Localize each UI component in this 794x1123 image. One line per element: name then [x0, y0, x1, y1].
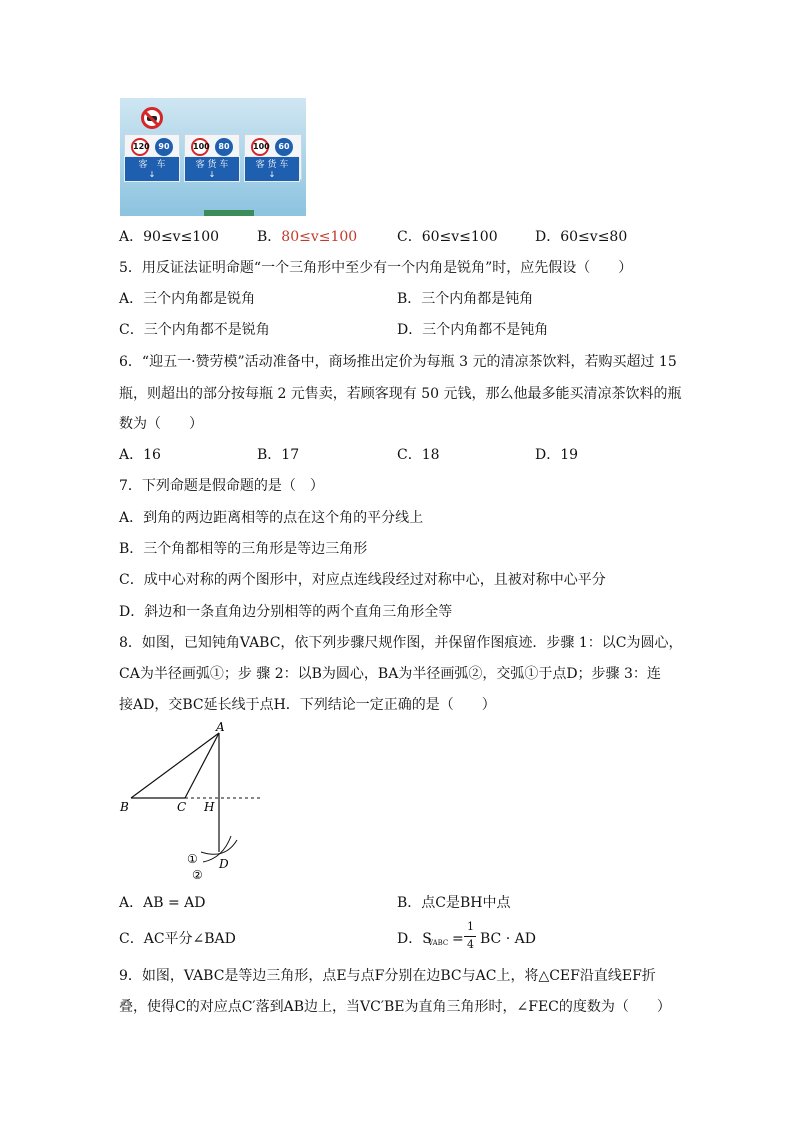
q7-option-d: D．斜边和一条直角边分别相等的两个直角三角形全等 — [119, 604, 453, 620]
q6-option-c: C．18 — [397, 447, 440, 463]
q6-stem-line3: 数为（ ） — [119, 416, 203, 432]
q4-option-d: D．60≤v≤80 — [535, 229, 628, 245]
speed-limit-sign: 100 — [191, 138, 209, 156]
q6-stem-line2: 瓶，则超出的部分按每瓶 2 元售卖，若顾客现有 50 元钱，那么他最多能买清凉茶饮料的瓶 — [119, 386, 682, 402]
area-subscript: VABC — [428, 939, 449, 947]
plate-label: 客 货 车 — [255, 160, 289, 170]
q5-option-d: D．三个内角都不是钝角 — [397, 322, 549, 338]
plate-label: 客 车 — [138, 160, 166, 170]
q8-option-c: C．AC平分∠BAD — [119, 931, 236, 947]
product-expression: BC · AD — [480, 931, 536, 947]
q9-stem-line2: 叠，使得C的对应点C′落到AB边上，当VC′BE为直角三角形时，∠FEC的度数为（ ） — [119, 999, 671, 1015]
down-arrow-icon: ↓ — [268, 170, 276, 179]
plate-label: 客 货 车 — [195, 160, 229, 170]
label-d: D — [219, 857, 229, 871]
q6-option-a: A．16 — [119, 447, 161, 463]
q5-stem: 5．用反证法证明命题“一个三角形中至少有一个内角是锐角”时，应先假设（ ） — [119, 260, 633, 276]
q7-option-a: A．到角的两边距离相等的点在这个角的平分线上 — [119, 510, 424, 526]
min-speed-sign: 60 — [275, 138, 293, 156]
area-symbol: D．S — [397, 931, 432, 947]
vehicle-plate — [244, 156, 300, 182]
label-a: A — [216, 720, 225, 734]
arc-label-1: ① — [187, 852, 198, 866]
q8-option-a: A．AB = AD — [119, 895, 206, 911]
label-c: C — [177, 800, 187, 814]
label-b: B — [120, 800, 129, 814]
q7-option-b: B．三个角都相等的三角形是等边三角形 — [119, 541, 368, 557]
q5-option-a: A．三个内角都是锐角 — [119, 291, 256, 307]
speed-limit-sign: 120 — [131, 138, 149, 156]
equals-sign: = — [452, 931, 464, 947]
label-h: H — [204, 800, 215, 814]
q9-stem-line1: 9．如图，VABC是等边三角形，点E与点F分别在边BC与AC上，将△CEF沿直线EF折 — [119, 968, 656, 984]
fraction-numerator: 1 — [467, 920, 474, 933]
q4-option-c: C．60≤v≤100 — [397, 229, 498, 245]
road-sign-photo — [120, 98, 306, 216]
q8-stem-line2: CA为半径画弧①；步 骤 2：以B为圆心，BA为半径画弧②，交弧①于点D；步骤 3：连 — [119, 666, 661, 682]
q6-stem-line1: 6．“迎五一·赞劳模”活动准备中，商场推出定价为每瓶 3 元的清凉茶饮料，若购买超过 15 — [119, 354, 677, 370]
down-arrow-icon: ↓ — [148, 170, 156, 179]
road-sign-strip — [204, 210, 254, 216]
q8-stem-line1: 8．如图，已知钝角VABC，依下列步骤尺规作图，并保留作图痕迹．步骤 1：以C为圆心， — [119, 635, 683, 651]
q5-option-c: C．三个内角都不是锐角 — [119, 322, 270, 338]
fraction-denominator: 4 — [467, 938, 474, 951]
q8-construction-figure — [115, 720, 275, 885]
q4-option-a: A．90≤v≤100 — [119, 229, 220, 245]
down-arrow-icon: ↓ — [208, 170, 216, 179]
q7-option-c: C．成中心对称的两个图形中，对应点连线段经过对称中心，且被对称中心平分 — [119, 572, 606, 588]
vehicle-plate — [124, 156, 180, 182]
no-vehicle-sign-icon — [141, 107, 163, 129]
segment-ac — [185, 733, 219, 798]
q6-option-d: D．19 — [535, 447, 579, 463]
q6-option-b: B．17 — [257, 447, 300, 463]
min-speed-sign: 90 — [155, 138, 173, 156]
q7-stem: 7．下列命题是假命题的是（ ） — [119, 478, 324, 494]
q5-option-b: B．三个内角都是钝角 — [397, 291, 534, 307]
vehicle-plate — [184, 156, 240, 182]
q4-option-b: B．80≤v≤100 — [257, 229, 358, 245]
fraction-bar — [464, 936, 476, 937]
speed-limit-sign: 100 — [251, 138, 269, 156]
q8-stem-line3: 接AD，交BC延长线于点H．下列结论一定正确的是（ ） — [119, 697, 496, 713]
segment-ab — [131, 733, 219, 798]
arc-label-2: ② — [192, 868, 203, 882]
min-speed-sign: 80 — [215, 138, 233, 156]
q8-option-b: B．点C是BH中点 — [397, 895, 511, 911]
